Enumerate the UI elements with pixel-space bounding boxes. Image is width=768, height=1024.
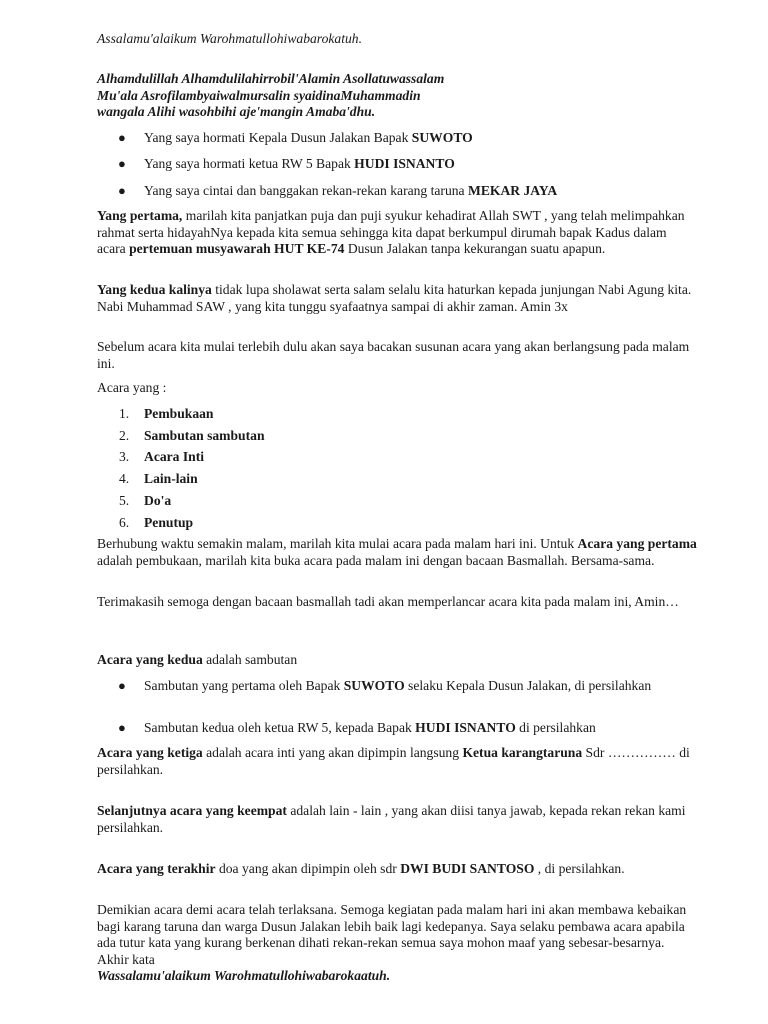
invocation-line: Mu'ala Asrofilambyaiwalmursalin syaidinaMuhammadin xyxy=(97,87,421,103)
invocation xyxy=(97,71,697,121)
agenda-number: 3. xyxy=(119,449,130,464)
paragraph-thanks: Terimakasih semoga dengan bacaan basmallah tadi akan memperlancar acara kita pada malam ini, Amin… xyxy=(97,594,679,609)
agenda-item: Acara Inti xyxy=(144,449,205,464)
agenda-number: 4. xyxy=(119,471,130,486)
agenda-intro: Acara yang : xyxy=(97,380,167,395)
paragraph-second: Yang kedua kalinya tidak lupa sholawat serta salam selalu kita haturkan kepada junjungan Nabi Agung kita. Nabi Muhammad SAW , yang kita tunggu syafaatnya sampai di akhir zaman. Amin 3x xyxy=(97,282,692,314)
honorific-item: Yang saya cintai dan banggakan rekan-rekan karang taruna MEKAR JAYA xyxy=(144,183,558,198)
honorific-item: Yang saya hormati Kepala Dusun Jalakan Bapak SUWOTO xyxy=(144,130,473,145)
paragraph-fourth-act: Selanjutnya acara yang keempat adalah lain - lain , yang akan diisi tanya jawab, kepada rekan rekan kami persilahkan. xyxy=(97,803,686,835)
agenda-number: 6. xyxy=(119,515,130,530)
invocation-line: Alhamdulillah Alhamdulilahirrobil'Alamin Asollatuwassalam xyxy=(97,71,445,86)
agenda-item: Do'a xyxy=(144,493,172,508)
bullet-icon: ● xyxy=(118,678,126,693)
agenda-number: 1. xyxy=(119,406,130,421)
honorific-item: Yang saya hormati ketua RW 5 Bapak HUDI ISNANTO xyxy=(144,156,455,171)
paragraph-opening-act: Berhubung waktu semakin malam, marilah kita mulai acara pada malam hari ini. Untuk Acara yang pertama adalah pembukaan, marilah kita buka acara pada malam ini dengan bacaan Basmallah. Bersama-sama. xyxy=(97,536,697,568)
sambutan-item: Sambutan kedua oleh ketua RW 5, kepada Bapak HUDI ISNANTO di persilahkan xyxy=(144,720,596,735)
paragraph-second-act: Acara yang kedua adalah sambutan xyxy=(97,652,298,667)
paragraph-third-act: Acara yang ketiga adalah acara inti yang akan dipimpin langsung Ketua karangtaruna Sdr …………… di persilahkan. xyxy=(97,745,690,777)
paragraph-first: Yang pertama, marilah kita panjatkan puja dan puji syukur kehadirat Allah SWT , yang telah melimpahkan rahmat serta hidayahNya kepada kita semua sehingga kita dapat berkumpul dirumah bapak Kadus dalam acara pertemuan musyawarah HUT KE-74 Dusun Jalakan tanpa kekurangan suatu apapun. xyxy=(97,208,685,256)
bullet-icon: ● xyxy=(118,130,126,145)
paragraph-last-act: Acara yang terakhir doa yang akan dipimpin oleh sdr DWI BUDI SANTOSO , di persilahkan. xyxy=(97,861,625,876)
agenda-number: 5. xyxy=(119,493,130,508)
bullet-icon: ● xyxy=(118,720,126,735)
invocation-line: wangala Alihi wasohbihi aje'mangin Amaba'dhu. xyxy=(97,104,376,119)
sambutan-item: Sambutan yang pertama oleh Bapak SUWOTO selaku Kepala Dusun Jalakan, di persilahkan xyxy=(144,678,652,693)
agenda-item: Sambutan sambutan xyxy=(144,428,265,443)
bullet-icon: ● xyxy=(118,183,126,198)
opening-greeting: Assalamu'alaikum Warohmatullohiwabarokatuh. xyxy=(97,31,362,46)
closing-greeting: Wassalamu'alaikum Warohmatullohiwabarokaatuh. xyxy=(97,968,391,983)
agenda-number: 2. xyxy=(119,428,130,443)
agenda-item: Pembukaan xyxy=(144,406,214,421)
paragraph-intro: Sebelum acara kita mulai terlebih dulu akan saya bacakan susunan acara yang akan berlangsung pada malam ini. xyxy=(97,339,690,371)
agenda-item: Lain-lain xyxy=(144,471,198,486)
bullet-icon: ● xyxy=(118,156,126,171)
paragraph-closing: Demikian acara demi acara telah terlaksana. Semoga kegiatan pada malam hari ini akan membawa kebaikan bagi karang taruna dan warga Dusun Jalakan lebih baik lagi kedepanya. Saya selaku pembawa acara apabila ada tutur kata yang kurang berkenan dihati rekan-rekan semua saya mohon maaf yang sebesar-besarnya. Akhir kata xyxy=(97,902,687,967)
agenda-item: Penutup xyxy=(144,515,194,530)
